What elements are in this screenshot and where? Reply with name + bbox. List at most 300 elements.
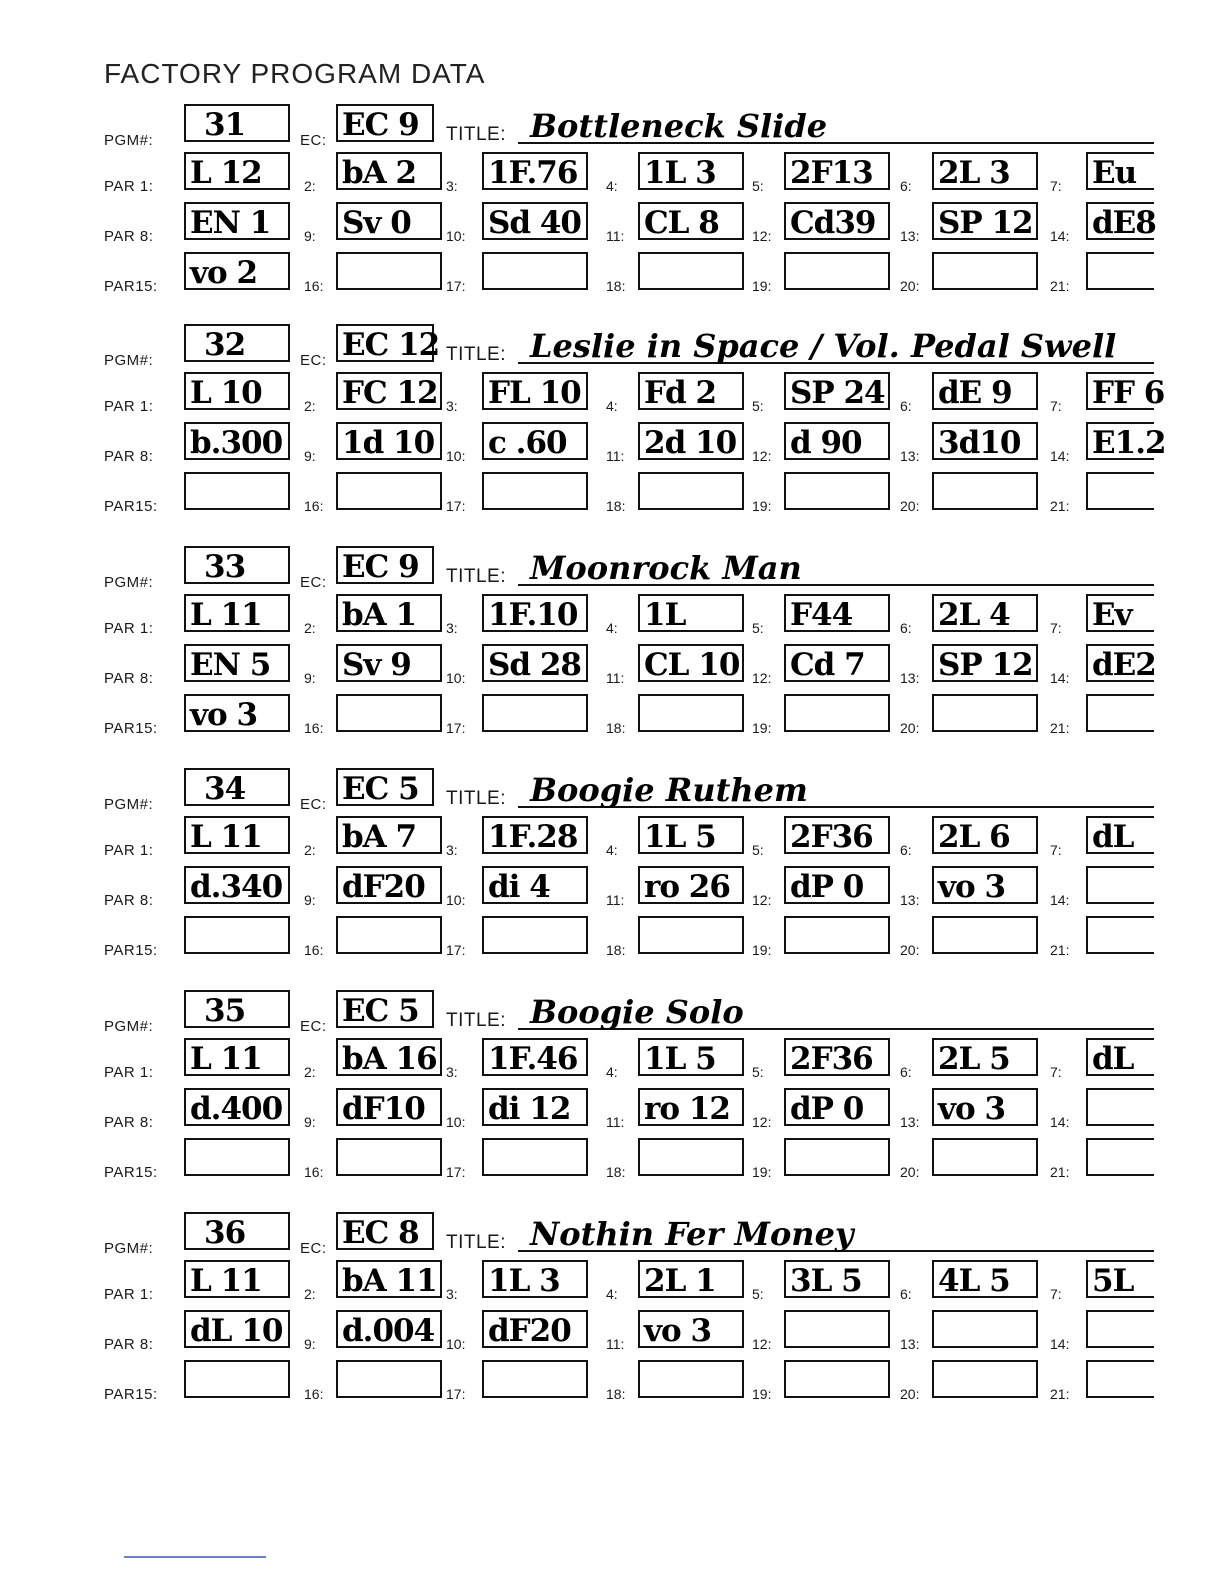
param-number: 16: [304,1386,324,1402]
param-value: 1L 5 [644,819,716,855]
pgm-number-box [184,104,290,142]
pgm-number: 35 [204,993,246,1029]
param-box [638,594,744,632]
param-number: 12: [752,228,772,244]
param-value: FL 10 [488,375,581,411]
param-box [336,152,442,190]
param-number: 13: [900,1114,920,1130]
pgm-number-box [184,1212,290,1250]
param-value: 2F13 [790,155,873,191]
param-number: 19: [752,1386,772,1402]
param-row-label: PAR15: [104,498,158,515]
param-number: 20: [900,942,920,958]
param-number: 11: [606,1114,625,1130]
param-value: 2L 4 [938,597,1010,633]
param-box [784,866,890,904]
param-box [1086,252,1154,290]
param-number: 13: [900,228,920,244]
param-number: 11: [606,448,625,464]
param-value: F44 [790,597,853,633]
param-box [482,644,588,682]
title-label: TITLE: [446,566,507,587]
param-box [932,916,1038,954]
param-box [1086,694,1154,732]
param-number: 20: [900,278,920,294]
param-row-label: PAR 8: [104,892,154,909]
param-value: Fd 2 [644,375,717,411]
param-number: 5: [752,398,764,414]
param-box [784,594,890,632]
param-number: 19: [752,1164,772,1180]
param-box [336,252,442,290]
param-number: 16: [304,720,324,736]
param-number: 2: [304,1286,316,1302]
ec-label: EC: [300,796,327,813]
param-box [1086,1310,1154,1348]
param-value: dE8 [1092,205,1156,241]
param-number: 11: [606,228,625,244]
param-box [638,372,744,410]
param-box [784,202,890,240]
title-label: TITLE: [446,344,507,365]
param-number: 5: [752,620,764,636]
param-value: CL 10 [644,647,740,683]
param-box [638,816,744,854]
param-row-label: PAR15: [104,1164,158,1181]
param-box [184,152,290,190]
param-number: 21: [1050,720,1070,736]
param-box [184,644,290,682]
param-row-label: PAR 1: [104,178,154,195]
param-box [932,644,1038,682]
param-number: 17: [446,278,466,294]
param-value: EN 1 [190,205,271,241]
param-box [784,644,890,682]
param-box [482,1360,588,1398]
param-number: 3: [446,842,458,858]
param-box [638,866,744,904]
param-value: dL [1092,1041,1134,1077]
param-value: Cd39 [790,205,876,241]
param-number: 5: [752,842,764,858]
param-number: 3: [446,178,458,194]
param-value: 2F36 [790,819,873,855]
param-value: dP 0 [790,869,864,905]
param-box [638,1088,744,1126]
param-row-label: PAR 8: [104,228,154,245]
param-box [184,594,290,632]
param-box [184,694,290,732]
program-title: Bottleneck Slide [530,107,828,145]
param-number: 14: [1050,670,1070,686]
param-value: 2L 3 [938,155,1010,191]
program-title: Moonrock Man [530,549,802,587]
param-box [184,252,290,290]
param-number: 10: [446,1336,466,1352]
param-number: 10: [446,228,466,244]
pgm-number-box [184,768,290,806]
ec-box [336,546,434,584]
param-box [638,644,744,682]
param-number: 17: [446,1386,466,1402]
program-block [0,100,1224,310]
param-value: L 11 [190,1041,262,1077]
ec-label: EC: [300,132,327,149]
param-box [482,1138,588,1176]
param-number: 19: [752,278,772,294]
param-box [336,694,442,732]
pgm-label: PGM#: [104,132,154,149]
param-number: 10: [446,670,466,686]
param-number: 9: [304,448,316,464]
param-box [1086,1038,1154,1076]
param-value: Ev [1092,597,1132,633]
param-box [336,1038,442,1076]
pgm-number: 34 [204,771,246,807]
param-number: 3: [446,1286,458,1302]
param-value: di 12 [488,1091,571,1127]
param-value: 1F.28 [488,819,578,855]
param-box [482,594,588,632]
ec-box [336,768,434,806]
param-number: 20: [900,1164,920,1180]
param-value: dF20 [488,1313,571,1349]
param-box [336,1088,442,1126]
title-label: TITLE: [446,788,507,809]
param-number: 7: [1050,842,1062,858]
title-label: TITLE: [446,124,507,145]
param-number: 13: [900,892,920,908]
param-value: 5L [1092,1263,1134,1299]
param-box [784,1360,890,1398]
ec-value: EC 8 [342,1215,419,1251]
param-value: bA 1 [342,597,417,633]
param-number: 12: [752,1114,772,1130]
param-box [932,694,1038,732]
param-box [932,422,1038,460]
param-box [482,694,588,732]
param-box [1086,1260,1154,1298]
param-box [638,472,744,510]
param-box [482,372,588,410]
param-number: 2: [304,178,316,194]
param-value: ro 26 [644,869,730,905]
param-number: 5: [752,178,764,194]
param-number: 17: [446,498,466,514]
param-box [482,472,588,510]
param-value: L 10 [190,375,262,411]
param-number: 18: [606,1164,626,1180]
param-box [184,1360,290,1398]
param-value: Sd 40 [488,205,581,241]
param-box [784,916,890,954]
param-box [784,252,890,290]
param-number: 20: [900,720,920,736]
param-value: 1F.10 [488,597,578,633]
param-value: ro 12 [644,1091,730,1127]
param-box [932,594,1038,632]
param-value: vo 3 [938,869,1006,905]
param-number: 14: [1050,1336,1070,1352]
pgm-label: PGM#: [104,796,154,813]
param-number: 6: [900,178,912,194]
param-box [1086,1360,1154,1398]
param-number: 4: [606,178,618,194]
program-title: Boogie Ruthem [530,771,808,809]
param-box [1086,202,1154,240]
param-number: 14: [1050,448,1070,464]
param-number: 16: [304,1164,324,1180]
param-box [184,1138,290,1176]
param-number: 18: [606,278,626,294]
param-box [184,1088,290,1126]
param-number: 20: [900,498,920,514]
param-box [184,472,290,510]
param-row-label: PAR 8: [104,670,154,687]
param-box [784,1310,890,1348]
param-number: 13: [900,670,920,686]
param-box [1086,422,1166,461]
param-number: 4: [606,842,618,858]
param-box [638,916,744,954]
pgm-label: PGM#: [104,1018,154,1035]
ec-value: EC 9 [342,107,419,143]
program-block [0,764,1224,974]
param-row-label: PAR 1: [104,1286,154,1303]
param-number: 21: [1050,278,1070,294]
param-box [184,916,290,954]
param-number: 5: [752,1286,764,1302]
pgm-number: 32 [204,327,246,363]
param-value: d.340 [190,869,283,905]
param-box [336,644,442,682]
ec-label: EC: [300,574,327,591]
param-value: dE 9 [938,375,1012,411]
param-number: 3: [446,398,458,414]
param-box [932,866,1038,904]
param-number: 14: [1050,892,1070,908]
param-number: 12: [752,892,772,908]
param-number: 9: [304,670,316,686]
param-box [638,1310,744,1348]
pgm-label: PGM#: [104,574,154,591]
param-number: 16: [304,498,324,514]
param-box [1086,916,1154,954]
param-number: 9: [304,1336,316,1352]
param-box [638,252,744,290]
param-box [638,694,744,732]
param-number: 7: [1050,398,1062,414]
param-number: 5: [752,1064,764,1080]
param-number: 4: [606,1064,618,1080]
param-box [932,202,1038,240]
param-value: FF 6 [1092,375,1165,411]
param-value: d 90 [790,425,862,461]
param-number: 17: [446,1164,466,1180]
param-value: L 11 [190,597,262,633]
param-value: dF20 [342,869,425,905]
program-block [0,1208,1224,1418]
param-value: L 11 [190,1263,262,1299]
ec-value: EC 12 [342,327,440,363]
param-box [638,1138,744,1176]
param-value: L 12 [190,155,262,191]
param-box [336,422,442,460]
pgm-label: PGM#: [104,1240,154,1257]
param-box [932,1088,1038,1126]
param-row-label: PAR15: [104,720,158,737]
param-box [638,152,744,190]
param-value: E1.2 [1092,425,1166,461]
param-box [784,152,890,190]
param-number: 9: [304,228,316,244]
param-number: 18: [606,498,626,514]
param-value: d.400 [190,1091,283,1127]
param-row-label: PAR 1: [104,1064,154,1081]
param-box [482,252,588,290]
param-number: 7: [1050,1064,1062,1080]
param-box [784,372,890,410]
param-value: Cd 7 [790,647,865,683]
param-number: 16: [304,278,324,294]
program-block [0,986,1224,1196]
footer-rule [124,1556,266,1558]
param-number: 19: [752,498,772,514]
param-number: 13: [900,448,920,464]
param-box [336,1360,442,1398]
param-number: 14: [1050,1114,1070,1130]
title-label: TITLE: [446,1010,507,1031]
param-row-label: PAR15: [104,278,158,295]
param-value: Eu [1092,155,1137,191]
param-box [638,422,744,460]
param-box [932,1138,1038,1176]
param-box [184,866,290,904]
param-box [784,422,890,460]
param-box [1086,866,1154,904]
ec-value: EC 5 [342,993,419,1029]
param-value: bA 11 [342,1263,437,1299]
param-number: 2: [304,620,316,636]
param-number: 12: [752,1336,772,1352]
param-row-label: PAR 1: [104,398,154,415]
param-value: 1L 5 [644,1041,716,1077]
param-number: 21: [1050,1386,1070,1402]
param-box [1086,594,1154,632]
param-box [638,1260,744,1298]
param-number: 6: [900,1064,912,1080]
param-number: 20: [900,1386,920,1402]
param-number: 21: [1050,1164,1070,1180]
param-box [932,816,1038,854]
param-box [184,202,290,240]
param-value: dL 10 [190,1313,283,1349]
param-box [482,422,588,460]
param-number: 11: [606,892,625,908]
param-value: 2L 1 [644,1263,716,1299]
pgm-number-box [184,324,290,362]
param-box [932,1038,1038,1076]
param-value: 1F.46 [488,1041,578,1077]
param-box [336,472,442,510]
param-box [482,202,588,240]
param-number: 3: [446,620,458,636]
param-row-label: PAR 8: [104,1336,154,1353]
param-box [184,1260,290,1298]
pgm-number: 36 [204,1215,246,1251]
param-row-label: PAR15: [104,942,158,959]
param-number: 2: [304,1064,316,1080]
param-number: 11: [606,1336,625,1352]
param-box [932,472,1038,510]
pgm-label: PGM#: [104,352,154,369]
ec-value: EC 5 [342,771,419,807]
param-number: 13: [900,1336,920,1352]
ec-box [336,104,434,142]
param-box [336,1138,442,1176]
param-value: 2d 10 [644,425,737,461]
param-number: 6: [900,398,912,414]
param-number: 18: [606,942,626,958]
param-row-label: PAR 8: [104,448,154,465]
param-value: 2L 5 [938,1041,1010,1077]
param-row-label: PAR15: [104,1386,158,1403]
param-number: 3: [446,1064,458,1080]
param-value: Sd 28 [488,647,581,683]
param-box [184,372,290,410]
pgm-number-box [184,990,290,1028]
param-number: 21: [1050,942,1070,958]
param-number: 7: [1050,1286,1062,1302]
param-box [932,1310,1038,1348]
param-box [482,816,588,854]
param-number: 17: [446,942,466,958]
param-value: EN 5 [190,647,271,683]
param-value: c .60 [488,425,567,461]
param-box [336,594,442,632]
param-box [184,1038,290,1076]
param-box [784,1138,890,1176]
program-title: Leslie in Space / Vol. Pedal Swell [530,327,1117,365]
param-number: 2: [304,398,316,414]
param-box [932,1260,1038,1298]
ec-box [336,1212,434,1250]
param-number: 17: [446,720,466,736]
param-box [184,1310,290,1348]
param-box [184,816,290,854]
param-number: 2: [304,842,316,858]
param-box [336,372,442,410]
pgm-number-box [184,546,290,584]
param-box [784,1260,890,1298]
param-box [784,1088,890,1126]
param-box [184,422,290,460]
param-box [932,252,1038,290]
param-value: CL 8 [644,205,719,241]
param-value: Sv 0 [342,205,411,241]
param-value: SP 24 [790,375,885,411]
param-value: vo 3 [644,1313,712,1349]
param-box [1086,816,1154,854]
param-value: 1F.76 [488,155,578,191]
param-value: 1L [644,597,686,633]
param-number: 19: [752,942,772,958]
param-row-label: PAR 1: [104,842,154,859]
param-box [784,472,890,510]
param-value: 3L 5 [790,1263,862,1299]
param-box [336,1310,442,1348]
param-number: 12: [752,670,772,686]
